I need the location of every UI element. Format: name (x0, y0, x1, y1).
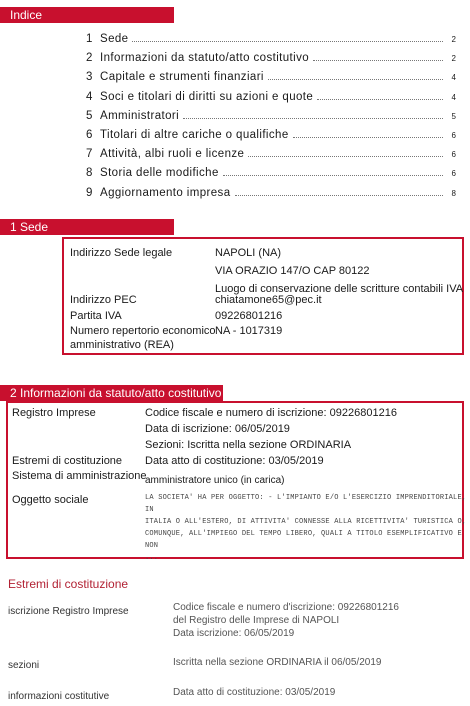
section-2-header (0, 385, 223, 401)
estremi-title: Estremi di costituzione (8, 577, 129, 591)
registro-line3: Sezioni: Iscritta nella sezione ORDINARIA (145, 439, 352, 451)
toc-item[interactable] (86, 33, 456, 52)
toc-page: 6 (451, 130, 456, 140)
toc-number: 5 (86, 109, 93, 122)
toc-title: Storia delle modifiche (100, 167, 219, 180)
toc-leader (132, 41, 443, 42)
pec-label: Indirizzo PEC (70, 294, 137, 306)
toc-page: 4 (451, 73, 456, 83)
section-1-title: 1 Sede (10, 220, 49, 234)
toc-title: Aggiornamento impresa (100, 186, 231, 199)
toc-title: Attività, albi ruoli e licenze (100, 148, 245, 161)
toc-leader (293, 137, 443, 138)
rea-value: NA - 1017319 (215, 325, 283, 337)
toc-number: 8 (86, 167, 93, 180)
toc-title: Soci e titolari di diritti su azioni e quote (100, 90, 314, 103)
toc-title: Amministratori (100, 109, 180, 122)
indirizzo-label: Indirizzo Sede legale (70, 247, 173, 259)
oggetto-line: NON (145, 542, 159, 550)
toc-number: 7 (86, 148, 93, 161)
toc-item[interactable] (86, 52, 456, 71)
section-2-title: 2 Informazioni da statuto/atto costitutivo (10, 386, 222, 400)
registro-label: Registro Imprese (12, 407, 96, 419)
iscrizione-line2: del Registro delle Imprese di NAPOLI (173, 615, 340, 626)
table-of-contents (86, 33, 456, 206)
info-label: informazioni costitutive (8, 691, 110, 702)
toc-item[interactable] (86, 110, 456, 129)
oggetto-label: Oggetto sociale (12, 494, 89, 506)
sistema-label: Sistema di amministrazione (12, 470, 147, 482)
toc-leader (248, 156, 443, 157)
toc-item[interactable] (86, 71, 456, 90)
oggetto-line: COMUNQUE, ALL'IMPIEGO DEL TEMPO LIBERO, QUALI A TITOLO ESEMPLIFICATIVO E (145, 530, 462, 538)
indirizzo-city: NAPOLI (NA) (215, 247, 282, 259)
toc-leader (268, 79, 443, 80)
pec-value: chiatamone65@pec.it (215, 294, 322, 306)
toc-title: Informazioni da statuto/atto costitutivo (100, 52, 310, 65)
iscrizione-line3: Data iscrizione: 06/05/2019 (173, 628, 295, 639)
iscrizione-label: iscrizione Registro Imprese (8, 606, 129, 617)
toc-leader (183, 118, 443, 119)
toc-item[interactable] (86, 167, 456, 186)
toc-title: Capitale e strumenti finanziari (100, 71, 264, 84)
iscrizione-line1: Codice fiscale e numero d'iscrizione: 09226801216 (173, 602, 399, 613)
toc-item[interactable] (86, 129, 456, 148)
toc-page: 8 (451, 188, 456, 198)
toc-number: 1 (86, 33, 93, 45)
index-header (0, 7, 174, 23)
toc-leader (223, 175, 443, 176)
toc-title: Titolari di altre cariche o qualifiche (100, 128, 289, 141)
oggetto-text (145, 492, 466, 564)
estremi-value: Data atto di costituzione: 03/05/2019 (145, 455, 324, 467)
section-1-header (0, 219, 174, 235)
indirizzo-street: VIA ORAZIO 147/O CAP 80122 (215, 265, 370, 277)
toc-leader (235, 195, 444, 196)
index-title: Indice (10, 8, 43, 22)
oggetto-line: ... (145, 554, 159, 562)
registro-line2: Data di iscrizione: 06/05/2019 (145, 423, 290, 435)
toc-page: 6 (451, 150, 456, 160)
sezioni-value: Iscritta nella sezione ORDINARIA il 06/05/2019 (173, 657, 382, 668)
toc-item[interactable] (86, 91, 456, 110)
toc-number: 6 (86, 128, 93, 141)
sistema-value: amministratore unico (in carica) (145, 475, 285, 486)
oggetto-line: LA SOCIETA' HA PER OGGETTO: - L'IMPIANTO E/O L'ESERCIZIO IMPRENDITORIALE, (145, 494, 467, 502)
toc-leader (313, 60, 443, 61)
rea-label-line2: amministrativo (REA) (70, 339, 174, 351)
toc-number: 9 (86, 186, 93, 199)
registro-line1: Codice fiscale e numero di iscrizione: 09226801216 (145, 407, 397, 419)
toc-page: 2 (451, 35, 456, 44)
toc-item[interactable] (86, 148, 456, 167)
toc-number: 3 (86, 71, 93, 84)
rea-label-line1: Numero repertorio economico (70, 325, 216, 337)
toc-item[interactable] (86, 187, 456, 206)
estremi-label: Estremi di costituzione (12, 455, 123, 467)
oggetto-line: IN (145, 506, 154, 514)
toc-page: 6 (451, 169, 456, 179)
toc-page: 4 (451, 92, 456, 102)
oggetto-line: ITALIA O ALL'ESTERO, DI ATTIVITA' CONNESSE ALLA RICETTIVITA' TURISTICA O, (145, 518, 467, 526)
toc-number: 4 (86, 90, 93, 103)
iva-label: Partita IVA (70, 310, 122, 322)
toc-leader (317, 99, 443, 100)
toc-number: 2 (86, 52, 93, 65)
toc-title: Sede (100, 33, 129, 45)
info-value: Data atto di costituzione: 03/05/2019 (173, 687, 336, 698)
toc-page: 5 (451, 111, 456, 121)
indirizzo-note: Luogo di conservazione delle scritture contabili IVA (215, 283, 464, 295)
iva-value: 09226801216 (215, 310, 283, 322)
sezioni-label: sezioni (8, 660, 40, 671)
toc-page: 2 (451, 54, 456, 64)
